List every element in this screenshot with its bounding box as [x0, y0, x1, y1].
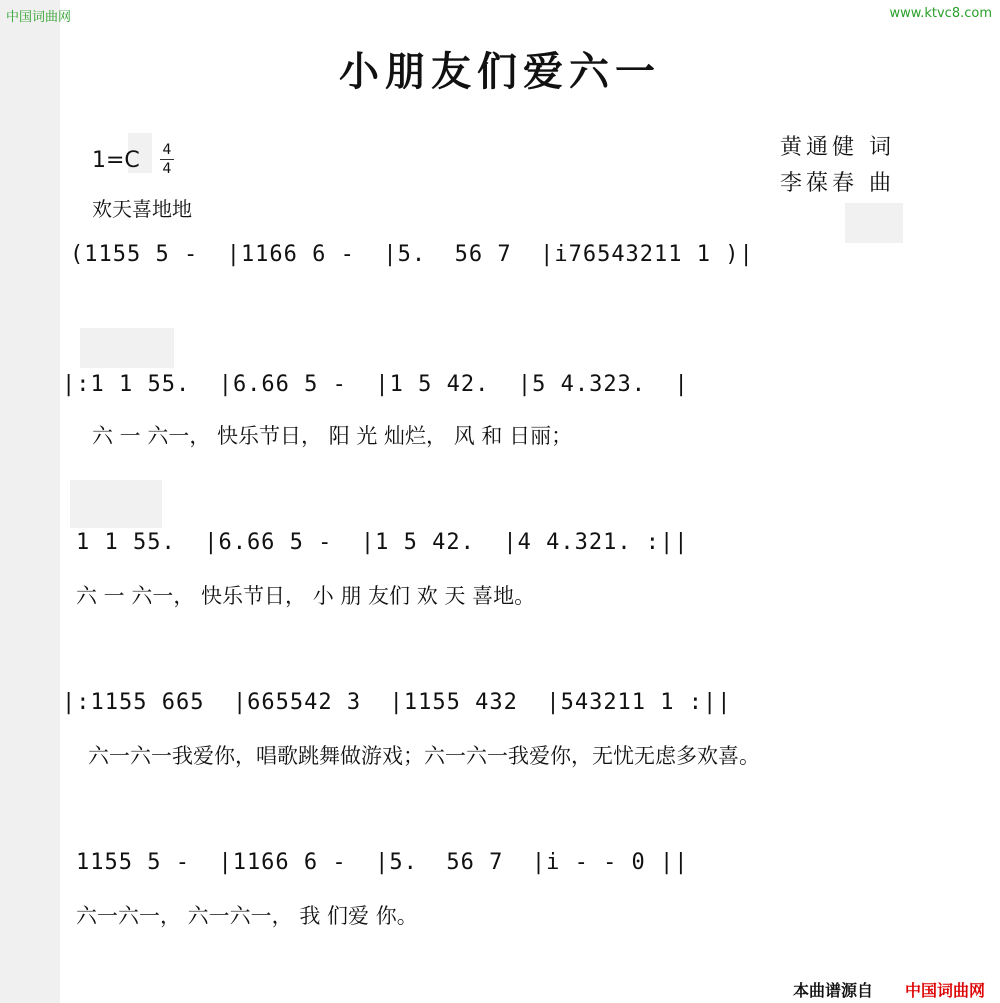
watermark-right[interactable]: www.ktvc8.com	[889, 6, 992, 21]
lyricist-credit: 黄通健 词	[780, 135, 895, 160]
song-title: 小朋友们爱六一	[339, 48, 661, 95]
notation-line-5: 1155 5 - |1166 6 - |5. 56 7 |i - - 0 ||	[76, 850, 689, 875]
composer-credit: 李葆春 曲	[780, 171, 895, 196]
watermark-left[interactable]: 中国词曲网	[6, 10, 72, 25]
notation-line-3: 1 1 55. |6.66 5 - |1 5 42. |4 4.321. :||	[76, 530, 689, 555]
notation-line-1: (1155 5 - |1166 6 - |5. 56 7 |i76543211 1 )|	[70, 242, 754, 267]
key-signature: 1=C	[92, 148, 140, 173]
footer-source-text: 本曲谱源自	[793, 981, 874, 1000]
footer-site-link[interactable]: 中国词曲网	[905, 981, 986, 1000]
time-signature-top: 4	[162, 142, 172, 158]
notation-line-4: |:1155 665 |665542 3 |1155 432 |543211 1 :||	[62, 690, 732, 715]
time-signature-bottom: 4	[162, 161, 172, 177]
left-margin-strip	[0, 0, 60, 1003]
lyric-line-3: 六 一 六一， 快乐节日， 小 朋 友们 欢 天 喜地。	[76, 584, 536, 608]
tempo-marking: 欢天喜地地	[92, 197, 192, 221]
lyric-line-2: 六 一 六一， 快乐节日， 阳 光 灿烂， 风 和 日丽；	[92, 424, 573, 448]
scan-patch	[70, 480, 162, 528]
scan-patch	[845, 203, 903, 243]
lyric-line-4: 六一六一我爱你，唱歌跳舞做游戏；六一六一我爱你，无忧无虑多欢喜。	[88, 744, 760, 768]
scan-patch	[80, 328, 174, 368]
notation-line-2: |:1 1 55. |6.66 5 - |1 5 42. |5 4.323. |	[62, 372, 689, 397]
time-signature	[160, 142, 174, 177]
lyric-line-5: 六一六一， 六一六一， 我 们爱 你。	[76, 904, 418, 928]
time-signature-divider	[160, 159, 174, 160]
